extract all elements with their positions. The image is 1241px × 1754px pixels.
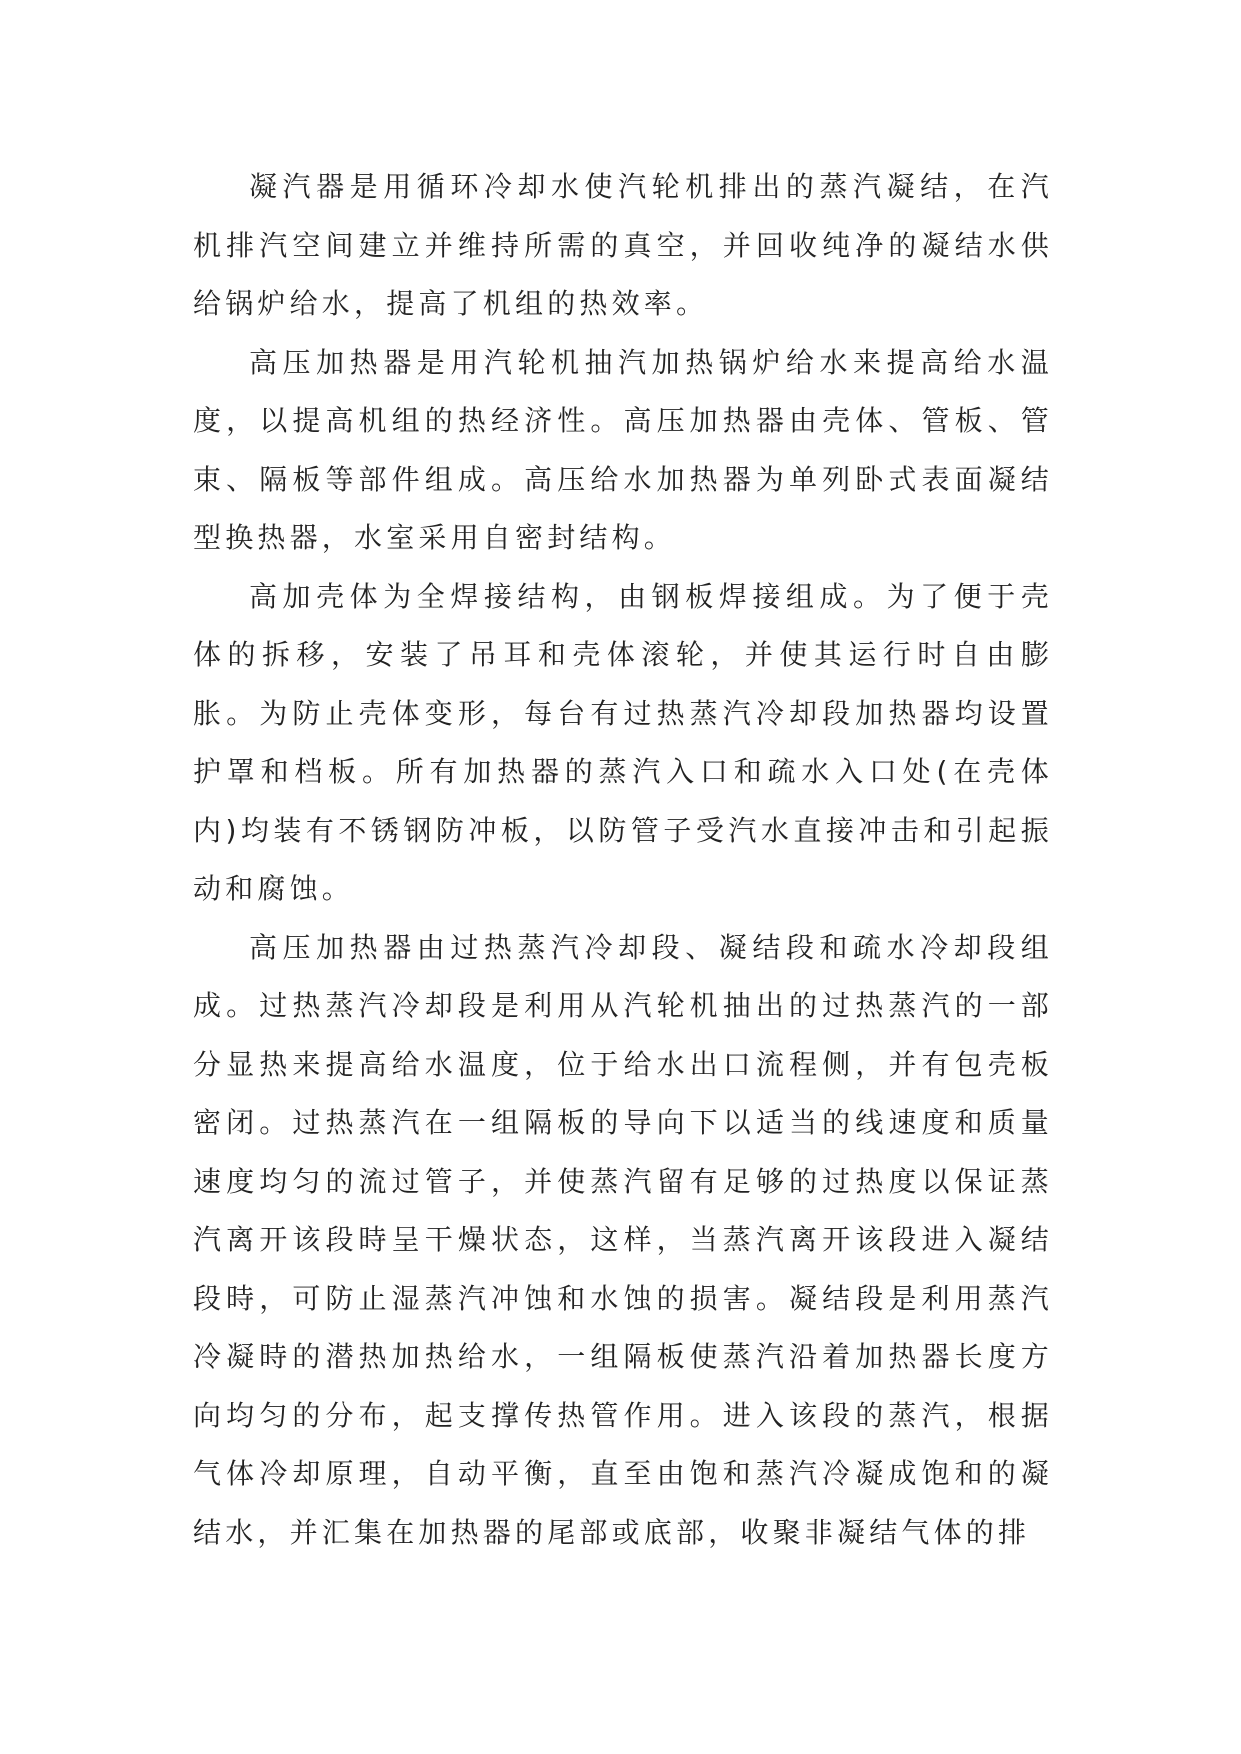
paragraph-hp-heater-sections: 高压加热器由过热蒸汽冷却段、凝结段和疏水冷却段组成。过热蒸汽冷却段是利用从汽轮机抽出的过热蒸汽的一部分显热来提高给水温度，位于给水出口流程侧，并有包壳板密闭。过热蒸汽在一组隔板的导向下以适当的线速度和质量速度均匀的流过管子，并使蒸汽留有足够的过热度以保证蒸汽离开该段時呈干燥状态，这样，当蒸汽离开该段进入凝结段時，可防止湿蒸汽冲蚀和水蚀的损害。凝结段是利用蒸汽冷凝時的潜热加热给水，一组隔板使蒸汽沿着加热器长度方向均匀的分布，起支撑传热管作用。进入该段的蒸汽，根据气体冷却原理，自动平衡，直至由饱和蒸汽冷凝成饱和的凝结水，并汇集在加热器的尾部或底部，收聚非凝结气体的排: [193, 930, 1053, 1549]
paragraph-hp-heater-overview: 高压加热器是用汽轮机抽汽加热锅炉给水来提高给水温度，以提高机组的热经济性。高压加热器由壳体、管板、管束、隔板等部件组成。高压给水加热器为单列卧式表面凝结型换热器，水室采用自密封结构。: [193, 345, 1053, 554]
paragraph-condenser: 凝汽器是用循环冷却水使汽轮机排出的蒸汽凝结，在汽机排汽空间建立并维持所需的真空，并回收纯净的凝结水供给锅炉给水，提高了机组的热效率。: [193, 170, 1053, 320]
paragraph-hp-heater-shell: 高加壳体为全焊接结构，由钢板焊接组成。为了便于壳体的拆移，安装了吊耳和壳体滚轮，并使其运行时自由膨胀。为防止壳体变形，每台有过热蒸汽冷却段加热器均设置护罩和档板。所有加热器的蒸汽入口和疏水入口处(在壳体内)均装有不锈钢防冲板，以防管子受汽水直接冲击和引起振动和腐蚀。: [193, 579, 1053, 905]
document-body: [193, 158, 1053, 1562]
